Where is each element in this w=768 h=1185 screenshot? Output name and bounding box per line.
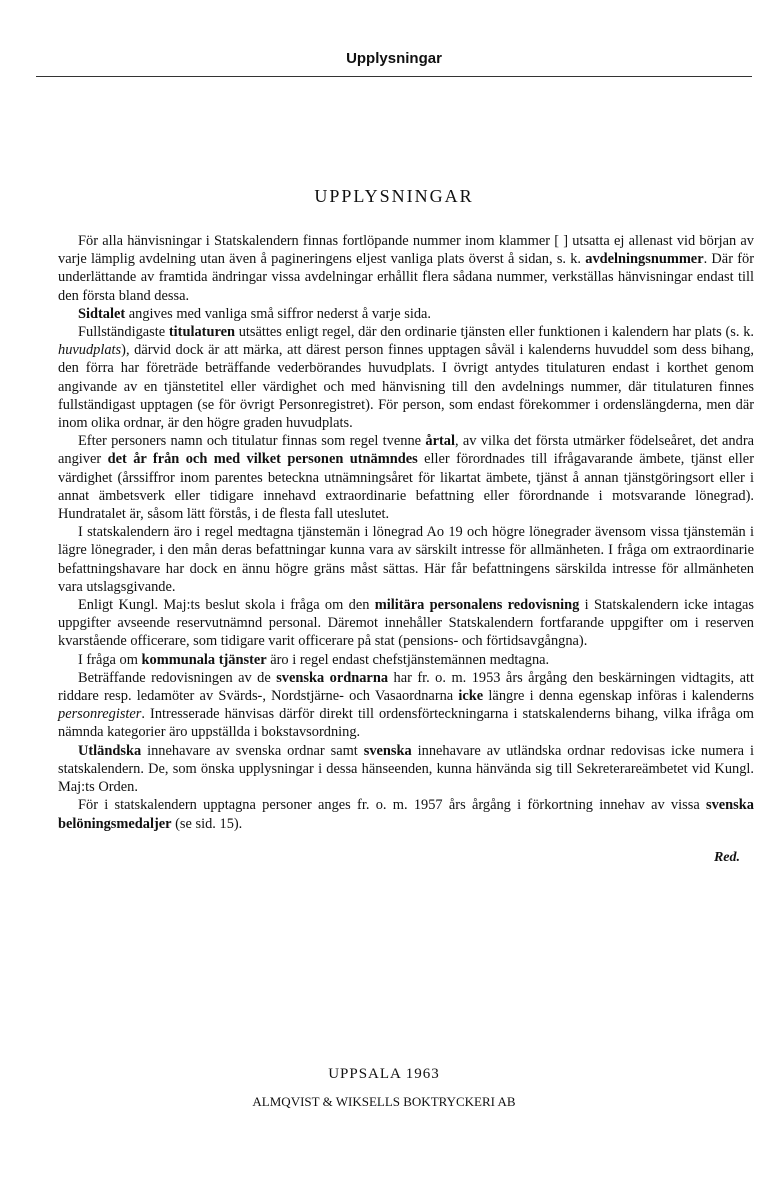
imprint-place-year: UPPSALA 1963: [328, 1066, 440, 1082]
paragraph-officials: I statskalendern äro i regel medtagna tjänstemän i lönegrad Ao 19 och högre lönegrader ävensom vissa tjänstemän i lägre lönegrader, i den mån deras befattningar kunna vara av särskilt intresse för allmänheten. I fråga om extraordinarie befattningshavare har dock en ännu högre gräns måst sättas. Här får befattningens särskilda intresse för allmänheten vara utslagsgivande.: [58, 524, 754, 595]
running-head: Upplysningar: [346, 50, 442, 67]
header-rule: [36, 76, 752, 77]
paragraph-years: Efter personers namn och titulatur finnas som regel tvenne årtal, av vilka det första utmärker födelseåret, det andra angiver det år från och med vilket personen utnämndes eller förordnades till ifrågavarande ämbete, tjänst eller värdighet (årssiffror inom parentes beteckna utnämningsåret för likartat ämbete, tjänst å annan tjänstgöringsort eller i annat ämbetsverk eller tidigare innehavd extraordinarie befattning eller förordnande i motsvarande lönegrad). Hundratalet är, såsom lätt förstås, i de flesta fall uteslutet.: [58, 433, 755, 523]
paragraph-military: Enligt Kungl. Maj:ts beslut skola i fråga om den militära personalens redovisning i Statskalendern icke intagas uppgifter avseende reservutnämnd personal. Däremot innehåller Statskalendern fortfarande uppgifter om i reserven kvarstående officerare, som tidigare varit officerare på stat (pensions- och förtidsavgångna).: [58, 597, 754, 650]
paragraph-titles: Fullständigaste titulaturen utsättes enligt regel, där den ordinarie tjänsten eller funktionen i kalendern har plats (s. k. huvudplats), därvid dock är att märka, att därest person finnes upptagen såväl i kalenderns huvuddel som dess bihang, den förra har företräde beträffande vederbörandes huvudplats. I övrigt antydes titulaturen endast i korthet genom angivande av en tjänstetitel eller värdighet och med hänvisning till den avdelnings nummer, där titulaturen finnes fullständigast upptagen (se för övrigt Personregistret). För person, som endast förekommer i ordenslängderna, men där inom olika ordnar, är den högre graden huvudplats.: [58, 324, 754, 432]
page-title: UPPLYSNINGAR: [314, 186, 474, 206]
editor-signature: Red.: [713, 850, 740, 865]
paragraph-swedish-orders: Beträffande redovisningen av de svenska ordnarna har fr. o. m. 1953 års årgång den beskärningen vidtagits, att riddare resp. ledamöter av Svärds-, Nordstjärne- och Vasaordnarna icke längre i denna egenskap införas i kalenderns personregister. Intresserade hänvisas därför direkt till ordensförteckningarna i statskalenderns bihang, vilka ifråga om nämnda kategorier äro uppställda i bokstavsordning.: [58, 669, 754, 741]
paragraph-medals: För i statskalendern upptagna personer anges fr. o. m. 1957 års årgång i förkortning innehav av vissa svenska belöningsmedaljer (se sid. 15).: [58, 797, 754, 832]
paragraph-references: För alla hänvisningar i Statskalendern finnas fortlöpande nummer inom klammer [ ] utsatta ej allenast vid början av varje lämplig avdelning utan även å pagineringens eljest vanliga plats överst å sidan, s. k. avdelningsnummer. Där för underlättande av framtida ändringar vissa avdelningar erhållit flera sådana nummer, verkställas hänvisningar endast till den första bland dessa.: [58, 233, 754, 304]
paragraph-municipal: I fråga om kommunala tjänster äro i regel endast chefstjänstemännen medtagna.: [78, 651, 550, 668]
paragraph-page-numbers: Sidtalet angives med vanliga små siffror nederst å varje sida.: [78, 305, 432, 322]
imprint-printer: ALMQVIST & WIKSELLS BOKTRYCKERI AB: [252, 1094, 516, 1109]
body-text: [58, 232, 754, 833]
paragraph-foreign-orders: Utländska innehavare av svenska ordnar samt svenska innehavare av utländska ordnar redovisas icke numera i statskalendern. De, som önska upplysningar i dessa hänseenden, kunna hänvända sig till Sekreterareämbetet vid Kungl. Maj:ts Orden.: [58, 742, 754, 796]
